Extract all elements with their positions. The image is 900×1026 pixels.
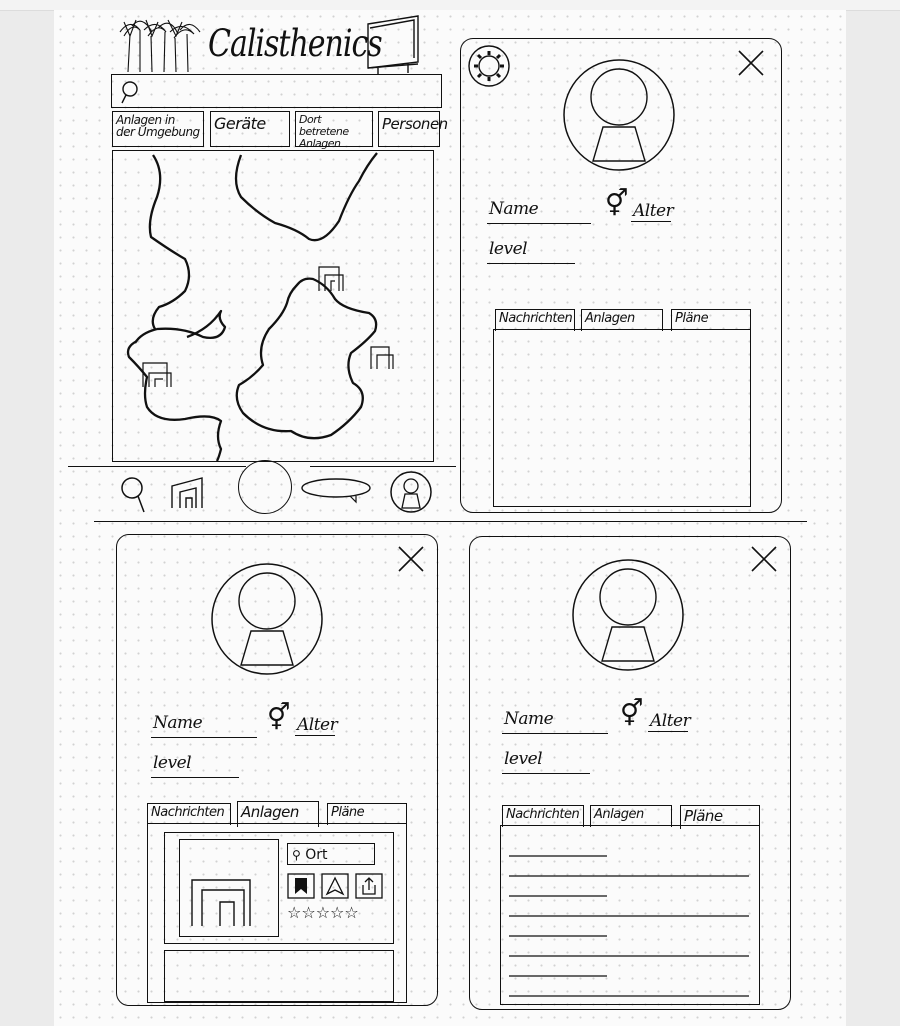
map-marker-3: [143, 363, 171, 387]
gender-icon: ⚥: [620, 699, 643, 729]
level-underline: [502, 773, 590, 774]
facility-card[interactable]: [164, 832, 394, 944]
close-icon[interactable]: [395, 543, 425, 573]
filter-personen[interactable]: Personen: [378, 111, 440, 147]
bookmark-icon: [295, 878, 307, 894]
tab-plaene[interactable]: Pläne: [671, 309, 751, 331]
name-underline: [487, 223, 591, 224]
tab-nachrichten[interactable]: Nachrichten: [495, 309, 575, 331]
search-bar[interactable]: [111, 74, 442, 108]
name-underline: [502, 733, 608, 734]
tab-anlagen[interactable]: Anlagen: [581, 309, 663, 331]
age-underline: [648, 731, 688, 732]
search-icon: [118, 79, 142, 105]
tab-content-plaene: [500, 825, 760, 1005]
location-label: Ort: [305, 847, 328, 863]
map-coast-top: [236, 153, 377, 240]
filter-dort-betretene-anlagen[interactable]: Dort betretene Anlagen: [295, 111, 373, 147]
gender-icon: ⚥: [267, 703, 290, 733]
nav-divider-right: [310, 466, 456, 467]
tab-content-anlagen: [147, 823, 407, 1003]
plans-list: [501, 826, 759, 1004]
profile-card-anlagen: [116, 534, 438, 1006]
location-field[interactable]: [287, 843, 375, 865]
name-label: Name: [153, 713, 203, 733]
name-underline: [151, 737, 257, 738]
age-underline: [295, 735, 335, 736]
age-label: Alter: [633, 201, 674, 221]
tab-anlagen-active[interactable]: Anlagen: [237, 801, 319, 827]
tab-nachrichten[interactable]: Nachrichten: [147, 803, 231, 825]
tab-anlagen[interactable]: Anlagen: [590, 805, 672, 827]
equipment-icon: [180, 840, 278, 936]
nav-equipment-icon[interactable]: [168, 474, 208, 510]
tab-content-empty: [493, 329, 751, 507]
tab-plaene[interactable]: Pläne: [327, 803, 407, 825]
nav-profile-icon[interactable]: [388, 470, 434, 514]
page-section-divider: [94, 521, 807, 522]
level-label: level: [489, 239, 528, 259]
profile-card-plaene: [469, 536, 791, 1010]
age-label: Alter: [650, 711, 691, 731]
level-underline: [151, 777, 239, 778]
name-label: Name: [489, 199, 539, 219]
tab-nachrichten[interactable]: Nachrichten: [502, 805, 584, 827]
age-underline: [631, 221, 671, 222]
name-label: Name: [504, 709, 554, 729]
map-river-left: [150, 155, 189, 329]
level-underline: [487, 263, 575, 264]
map-drawing: [113, 151, 433, 461]
gear-icon[interactable]: [465, 43, 513, 89]
share-icon: [363, 878, 375, 894]
close-icon[interactable]: [748, 543, 778, 573]
facility-card-2[interactable]: [164, 950, 394, 1002]
tab-plaene-active[interactable]: Pläne: [680, 805, 760, 829]
facility-action-buttons: [287, 873, 385, 899]
filter-anlagen-umgebung[interactable]: Anlagen in der Umgebung: [112, 111, 204, 147]
search-icon: ⚲: [292, 848, 301, 862]
palm-trees-logo: [118, 12, 202, 74]
map-area[interactable]: [112, 150, 434, 462]
gender-icon: ⚥: [605, 189, 628, 219]
billboard-icon: [364, 14, 422, 74]
rating-stars[interactable]: ☆☆☆☆☆: [287, 903, 359, 922]
map-peninsula: [135, 329, 157, 343]
map-marker-1: [319, 267, 343, 291]
age-label: Alter: [297, 715, 338, 735]
avatar: [209, 561, 325, 677]
nav-search-icon[interactable]: [118, 474, 152, 514]
level-label: level: [153, 753, 192, 773]
close-icon[interactable]: [735, 47, 765, 77]
navigate-icon: [327, 878, 343, 894]
map-marker-2: [371, 347, 393, 369]
filter-geraete[interactable]: Geräte: [210, 111, 290, 147]
nav-divider-left: [68, 466, 246, 467]
map-island-center: [237, 279, 376, 439]
level-label: level: [504, 749, 543, 769]
avatar: [561, 57, 677, 173]
app-title: Calisthenics: [208, 22, 382, 66]
avatar: [570, 557, 686, 673]
profile-card-settings: [460, 38, 782, 513]
facility-image: [179, 839, 279, 937]
nav-home-button[interactable]: [238, 460, 292, 514]
nav-chat-bubble-icon[interactable]: [300, 476, 374, 504]
